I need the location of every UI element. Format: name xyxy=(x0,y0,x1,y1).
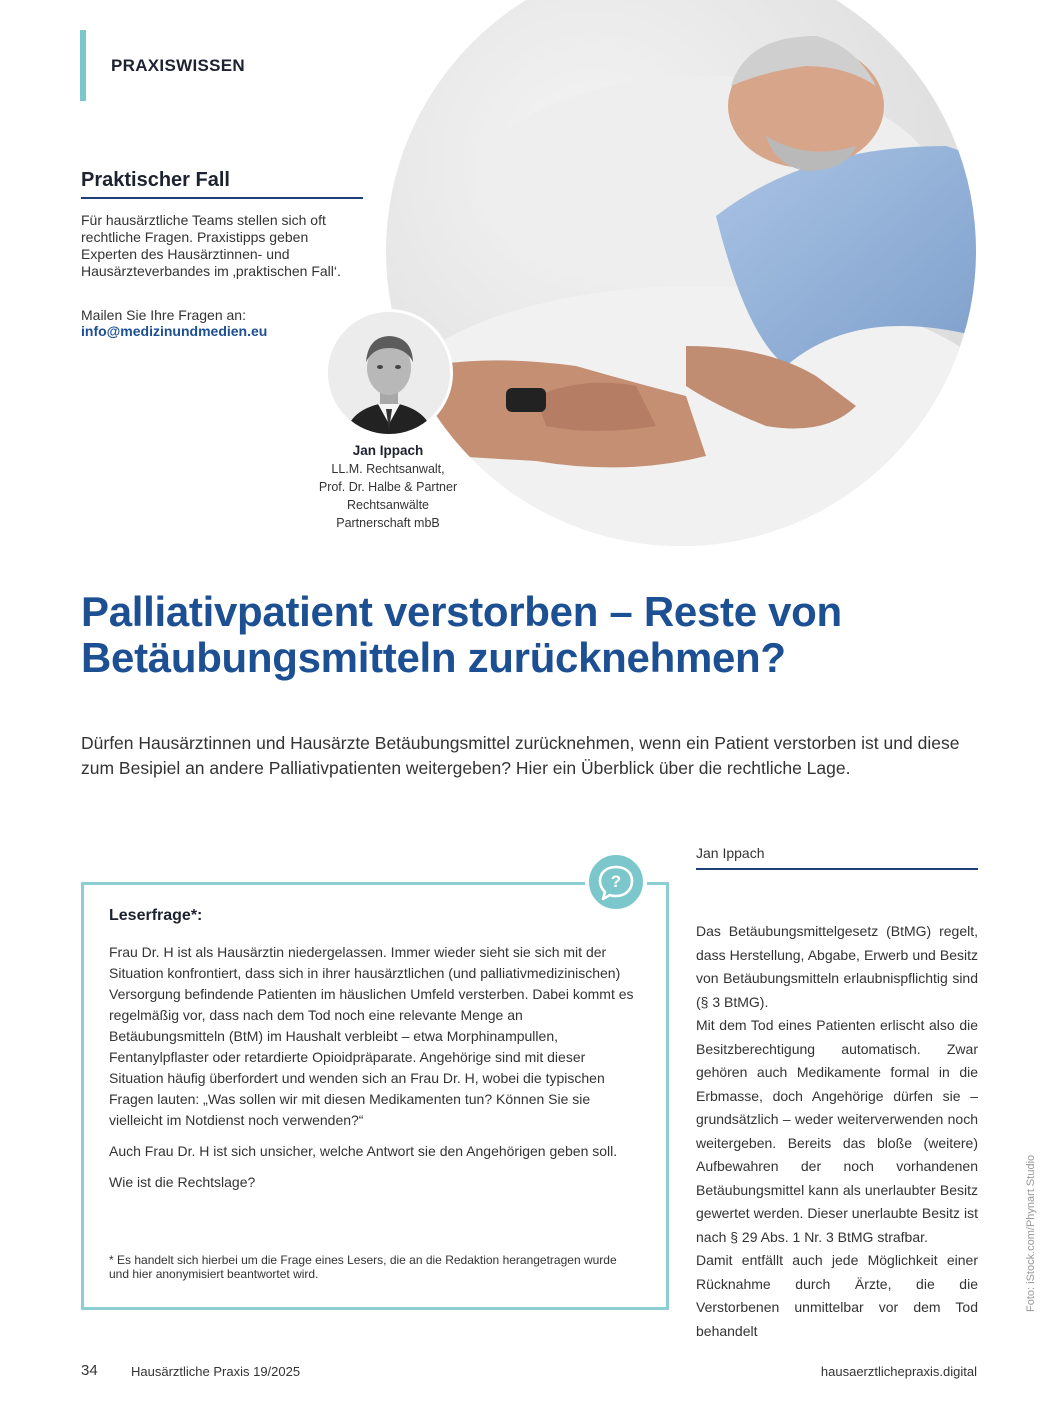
section-label: PRAXISWISSEN xyxy=(111,56,245,75)
reader-question-body xyxy=(109,942,639,1203)
author-name: Jan Ippach xyxy=(352,443,424,458)
website-link[interactable]: hausaerztlichepraxis.digital xyxy=(820,1364,977,1379)
page-number: 34 xyxy=(81,1362,98,1379)
byline-rule xyxy=(696,868,978,870)
author-portrait xyxy=(325,309,453,437)
author-line: LL.M. Rechtsanwalt, xyxy=(331,462,445,476)
article-paragraph: Das Betäubungsmittelgesetz (BtMG) regelt, dass Herstellung, Abgabe, Erwerb und Besitz von Betäubungsmitteln erlaubnispflichtig sind (§ 3 BtMG). xyxy=(696,923,978,1010)
article-byline: Jan Ippach xyxy=(696,845,765,861)
sidebar-mail-link[interactable]: info@medizinundmedien.eu xyxy=(81,323,268,339)
publication-name: Hausärztliche Praxis 19/2025 xyxy=(131,1364,301,1379)
photo-credit: Foto: iStock.com/Phynart Studio xyxy=(1025,1154,1037,1312)
author-line: Rechtsanwälte xyxy=(347,498,429,512)
sidebar-text: Für hausärztliche Teams stellen sich oft rechtliche Fragen. Praxistipps geben Experten des Hausärztinnen- und Hausärzteverbandes im ‚praktischen Fall‘. xyxy=(81,212,341,279)
sidebar-mail-label: Mailen Sie Ihre Fragen an: xyxy=(81,307,246,323)
article-headline: Palliativpatient verstorben – Reste von Betäubungsmitteln zurücknehmen? xyxy=(81,588,842,681)
sidebar-title: Praktischer Fall xyxy=(81,169,230,191)
author-line: Partnerschaft mbB xyxy=(336,516,440,530)
reader-question-title: Leserfrage*: xyxy=(109,907,203,924)
question-bubble-icon xyxy=(585,851,647,913)
author-line: Prof. Dr. Halbe & Partner xyxy=(318,480,458,494)
author-info xyxy=(300,442,476,532)
reader-question-footnote: * Es handelt sich hierbei um die Frage eines Lesers, die an die Redaktion herangetragen wurde und hier anonymisiert beantwortet wird. xyxy=(109,1253,617,1281)
section-accent-bar xyxy=(80,30,86,101)
reader-question-paragraph: Frau Dr. H ist als Hausärztin niedergelassen. Immer wieder sieht sie sich mit der Situation konfrontiert, dass sich in ihrer hausärztlichen (und palliativmedizinischen) Versorgung befindende Patienten im häuslichen Umfeld versterben. Dabei kommt es regelmäßig vor, dass nach dem Tod noch eine relevante Menge an Betäubungsmitteln (BtM) im Haushalt verbleibt – etwa Morphinampullen, Fentanylpflaster oder retardierte Opioidpräparate. Angehörige sind mit dieser Situation häufig überfordert und wenden sich an Frau Dr. H, wobei die typischen Fragen lauten: „Was sollen wir mit diesen Medikamenten tun? Können Sie sie vielleicht im Notdienst noch verwenden?“ xyxy=(109,944,634,1128)
reader-question-paragraph: Auch Frau Dr. H ist sich unsicher, welche Antwort sie den Angehörigen geben soll. xyxy=(109,1143,618,1159)
article-paragraph: Damit entfällt auch jede Möglichkeit einer Rücknahme durch Ärzte, die die Verstorbenen unmittelbar vor dem Tod behandelt xyxy=(696,1252,978,1339)
sidebar-rule xyxy=(81,197,363,199)
reader-question-paragraph: Wie ist die Rechtslage? xyxy=(109,1174,256,1190)
article-body xyxy=(696,920,978,1343)
article-lead: Dürfen Hausärztinnen und Hausärzte Betäubungsmittel zurücknehmen, wenn ein Patient verstorben ist und diese zum Besipiel an andere Palliativpatienten weitergeben? Hier ein Überblick über die rechtliche Lage. xyxy=(81,733,960,778)
svg-text:?: ? xyxy=(610,872,622,891)
article-paragraph: Mit dem Tod eines Patienten erlischt also die Besitzberechtigung automatisch. Zwar gehören auch Medikamente formal in die Erbmasse, doch Angehörige dürfen sie – grundsätzlich – weder weiterverwenden noch weitergeben. Bereits das bloße (weitere) Aufbewahren der noch vorhandenen Betäubungsmittel kann als unerlaubter Besitz gewertet werden. Dieser unerlaubte Besitz ist nach § 29 Abs. 1 Nr. 3 BtMG strafbar. xyxy=(696,1017,978,1245)
